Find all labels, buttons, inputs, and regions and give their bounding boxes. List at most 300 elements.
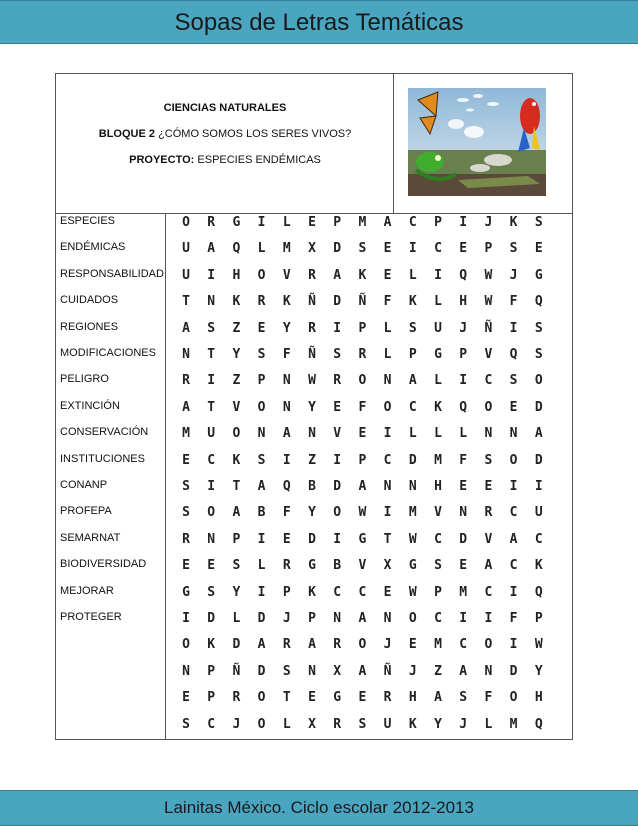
grid-letter: S [534, 320, 543, 336]
grid-letter: I [509, 637, 518, 653]
grid-letter: K [308, 584, 316, 600]
grid-letter: R [182, 531, 190, 547]
grid-letter: S [509, 241, 518, 257]
grid-letter: G [534, 267, 543, 283]
word-list-item: PROTEGER [60, 611, 122, 623]
grid-letter: S [207, 584, 216, 600]
word-list-item: REGIONES [60, 320, 119, 333]
grid-letter: O [509, 690, 518, 706]
grid-letter: U [207, 426, 216, 442]
grid-letter: O [408, 611, 417, 626]
grid-letter: O [257, 716, 266, 732]
grid-letter: N [207, 294, 216, 310]
grid-letter: O [509, 452, 518, 468]
grid-letter: Q [534, 716, 543, 732]
word-list-item: EXTINCIÓN [60, 399, 120, 412]
grid-letter: W [484, 267, 493, 283]
grid-letter: Q [232, 241, 241, 257]
subject-label: CIENCIAS NATURALES [163, 102, 287, 114]
grid-letter: Z [308, 452, 316, 468]
grid-letter: S [534, 215, 543, 230]
grid-letter: R [232, 690, 241, 706]
grid-letter: I [459, 215, 468, 230]
grid-letter: Z [232, 373, 241, 389]
grid-letter: I [333, 531, 342, 547]
grid-letter: D [534, 452, 543, 468]
grid-letter: M [434, 637, 442, 653]
title-banner [0, 0, 638, 44]
grid-letter: I [459, 611, 468, 626]
grid-letter: W [534, 637, 543, 653]
grid-letter: F [509, 294, 518, 310]
grid-letter: N [182, 347, 190, 362]
grid-letter: A [257, 479, 266, 494]
grid-letter: Y [232, 584, 241, 600]
grid-letter: I [383, 426, 392, 442]
grid-letter: A [182, 399, 190, 415]
grid-letter: E [308, 690, 316, 706]
grid-letter: C [207, 452, 216, 468]
grid-letter: O [333, 505, 342, 521]
grid-letter: F [282, 347, 291, 362]
grid-letter: K [408, 716, 417, 732]
grid-letter: S [534, 347, 543, 362]
word-list-item: PELIGRO [60, 373, 109, 386]
grid-letter: J [509, 267, 518, 283]
grid-letter: E [358, 690, 367, 706]
grid-letter: P [358, 320, 367, 336]
grid-letter: Ñ [308, 294, 316, 310]
grid-letter: E [308, 215, 316, 230]
grid-letter: V [434, 505, 442, 521]
project-text: ESPECIES ENDÉMICAS [197, 154, 321, 166]
word-list-item: PROFEPA [60, 505, 112, 518]
grid-letter: R [182, 373, 190, 389]
grid-letter: O [182, 637, 190, 653]
grid-letter: E [484, 479, 493, 494]
grid-letter: F [509, 611, 518, 626]
grid-letter: L [408, 267, 417, 283]
grid-letter: I [207, 479, 216, 494]
grid-letter: A [182, 320, 190, 336]
block-text: ¿CÓMO SOMOS LOS SERES VIVOS? [158, 128, 352, 140]
grid-letter: P [207, 663, 216, 679]
word-list-item: ESPECIES [60, 215, 116, 227]
grid-letter: D [459, 531, 468, 547]
grid-letter: S [358, 716, 367, 732]
grid-letter: A [459, 663, 468, 679]
grid-letter: O [358, 373, 367, 389]
word-list-item: CONANP [60, 479, 108, 491]
grid-letter: I [459, 373, 468, 389]
grid-letter: W [408, 584, 417, 600]
grid-letter: R [308, 320, 316, 336]
grid-letter: A [207, 241, 216, 257]
grid-letter: L [459, 426, 468, 442]
grid-letter: S [282, 663, 291, 679]
grid-letter: S [182, 716, 190, 732]
grid-letter: Ñ [358, 294, 367, 310]
grid-letter: O [484, 399, 493, 415]
grid-letter: S [484, 452, 493, 468]
grid-letter: K [232, 294, 241, 310]
grid-letter: I [207, 373, 216, 389]
grid-letter: A [232, 505, 241, 521]
grid-letter: Z [232, 320, 241, 336]
grid-letter: C [434, 611, 442, 626]
grid-letter: N [408, 479, 417, 494]
grid-letter: M [282, 241, 291, 257]
grid-letter: Z [434, 663, 442, 679]
grid-letter: V [282, 267, 291, 283]
grid-letter: C [484, 373, 493, 389]
footer-text: Lainitas México. Ciclo escolar 2012-2013 [164, 798, 474, 817]
grid-letter: A [434, 690, 442, 706]
grid-letter: X [383, 558, 392, 574]
grid-letter: H [434, 479, 442, 494]
grid-letter: J [282, 611, 291, 626]
grid-letter: A [257, 637, 266, 653]
grid-letter: D [308, 531, 316, 547]
grid-letter: D [257, 663, 266, 679]
grid-letter: N [383, 611, 392, 626]
block-label: BLOQUE 2 [98, 128, 155, 140]
grid-letter: U [182, 267, 190, 283]
grid-letter: J [408, 663, 417, 679]
page-title: Sopas de Letras Temáticas [174, 9, 464, 36]
grid-letter: D [509, 663, 518, 679]
grid-letter: E [333, 399, 342, 415]
grid-letter: I [333, 452, 342, 468]
grid-letter: O [484, 637, 493, 653]
grid-letter: D [333, 479, 342, 494]
grid-letter: P [484, 241, 493, 257]
grid-letter: N [182, 663, 190, 679]
grid-letter: O [257, 267, 266, 283]
grid-letter: I [484, 611, 493, 626]
grid-letter: G [333, 690, 342, 706]
word-list-item: CUIDADOS [60, 294, 119, 307]
grid-letter: A [383, 215, 392, 230]
grid-letter: H [408, 690, 417, 706]
grid-letter: C [207, 716, 216, 732]
grid-letter: C [434, 531, 442, 547]
grid-letter: T [383, 531, 392, 547]
grid-letter: B [308, 479, 316, 494]
grid-letter: J [383, 637, 392, 653]
grid-letter: L [383, 347, 392, 362]
grid-letter: R [358, 347, 367, 362]
word-list-item: INSTITUCIONES [60, 452, 145, 465]
grid-letter: A [282, 426, 291, 442]
grid-letter: K [358, 267, 367, 283]
grid-letter: N [207, 531, 216, 547]
grid-letter: E [459, 479, 468, 494]
grid-letter: H [459, 294, 468, 310]
word-list-item: MODIFICACIONES [60, 347, 156, 359]
word-list [56, 214, 166, 739]
grid-letter: P [308, 611, 316, 626]
grid-letter: U [383, 716, 392, 732]
grid-letter: E [207, 558, 216, 574]
grid-letter: E [383, 241, 392, 257]
grid-letter: L [383, 320, 392, 336]
grid-letter: V [358, 558, 367, 574]
grid-letter: O [534, 373, 543, 389]
grid-letter: G [308, 558, 316, 574]
grid-letter: L [257, 558, 266, 574]
grid-letter: R [257, 294, 266, 310]
grid-letter: S [358, 241, 367, 257]
grid-letter: R [333, 373, 342, 389]
grid-letter: A [308, 637, 316, 653]
grid-letter: L [434, 373, 442, 389]
grid-letter: A [408, 373, 417, 389]
grid-letter: E [282, 531, 291, 547]
grid-letter: K [434, 399, 442, 415]
grid-letter: E [534, 241, 543, 257]
grid-letter: P [358, 452, 367, 468]
grid-letter: N [509, 426, 518, 442]
word-list-item: RESPONSABILIDAD [60, 267, 164, 280]
grid-letter: N [484, 426, 493, 442]
grid-letter: E [383, 267, 392, 283]
grid-letter: P [333, 215, 342, 230]
grid-letter: M [459, 584, 468, 600]
grid-letter: D [333, 241, 342, 257]
grid-letter: I [509, 584, 518, 600]
grid-letter: Y [534, 663, 543, 679]
grid-letter: S [182, 479, 190, 494]
grid-letter: R [333, 716, 342, 732]
grid-letter: S [232, 558, 241, 574]
grid-letter: P [434, 215, 442, 230]
grid-letter: F [358, 399, 367, 415]
grid-letter: T [282, 690, 291, 706]
grid-letter: K [282, 294, 291, 310]
grid-letter: M [434, 452, 442, 468]
grid-letter: N [383, 479, 392, 494]
grid-letter: V [484, 347, 493, 362]
grid-letter: R [383, 690, 392, 706]
grid-letter: N [333, 611, 342, 626]
grid-letter: K [232, 452, 241, 468]
grid-letter: E [459, 558, 468, 574]
grid-letter: G [408, 558, 417, 574]
grid-letter: V [232, 399, 241, 415]
grid-letter: X [333, 663, 342, 679]
grid-letter: K [207, 637, 216, 653]
grid-letter: O [358, 637, 367, 653]
grid-letter: E [408, 637, 417, 653]
grid-letter: M [408, 505, 417, 521]
grid-letter: Q [459, 399, 468, 415]
grid-letter: G [232, 215, 241, 230]
grid-letter: S [182, 505, 190, 521]
grid-letter: L [257, 241, 266, 257]
grid-letter: N [282, 399, 291, 415]
grid-letter: W [358, 505, 367, 521]
grid-letter: S [408, 320, 417, 336]
grid-letter: A [358, 663, 367, 679]
grid-letter: U [534, 505, 543, 521]
grid-letter: I [509, 320, 518, 336]
grid-letter: R [282, 637, 291, 653]
grid-letter: U [182, 241, 190, 257]
word-list-item: MEJORAR [60, 584, 114, 597]
grid-letter: R [308, 267, 316, 283]
grid-letter: E [182, 452, 190, 468]
grid-letter: D [333, 294, 342, 310]
grid-letter: N [459, 505, 468, 521]
grid-letter: I [383, 505, 392, 521]
grid-letter: C [408, 399, 417, 415]
grid-letter: F [459, 452, 468, 468]
grid-letter: J [459, 716, 468, 732]
grid-letter: I [257, 531, 266, 547]
word-list-item: SEMARNAT [60, 531, 121, 544]
grid-letter: Ñ [308, 347, 316, 362]
grid-letter: H [534, 690, 543, 706]
grid-letter: Y [232, 347, 241, 362]
grid-letter: G [434, 347, 442, 362]
grid-letter: Ñ [484, 320, 493, 336]
grid-letter: R [484, 505, 493, 521]
grid-letter: R [282, 558, 291, 574]
grid-letter: Q [534, 584, 543, 600]
grid-letter: P [434, 584, 442, 600]
grid-letter: A [534, 426, 543, 442]
footer-banner [0, 790, 638, 826]
grid-letter: I [257, 215, 266, 230]
grid-letter: S [434, 558, 442, 574]
grid-letter: Y [308, 399, 316, 415]
grid-letter: L [282, 215, 291, 230]
grid-letter: S [333, 347, 342, 362]
grid-letter: O [182, 215, 190, 230]
grid-letter: Y [308, 505, 316, 521]
grid-letter: K [408, 294, 417, 310]
grid-letter: I [509, 479, 518, 494]
grid-letter: P [232, 531, 241, 547]
grid-letter: P [257, 373, 266, 389]
grid-letter: M [358, 215, 367, 230]
grid-letter: S [459, 690, 468, 706]
grid-letter: W [308, 373, 316, 389]
grid-letter: J [484, 215, 493, 230]
block-line [56, 128, 394, 140]
grid-letter: P [408, 347, 417, 362]
grid-letter: H [232, 267, 241, 283]
grid-letter: L [282, 716, 291, 732]
grid-letter: U [434, 320, 442, 336]
word-list-item: BIODIVERSIDAD [60, 558, 147, 571]
grid-letter: S [509, 373, 518, 389]
grid-letter: T [182, 294, 190, 310]
grid-letter: P [534, 611, 543, 626]
grid-letter: I [434, 267, 442, 283]
grid-letter: O [257, 690, 266, 706]
grid-letter: X [308, 716, 316, 732]
grid-letter: L [232, 611, 241, 626]
grid-letter: F [282, 505, 291, 521]
grid-letter: Q [282, 479, 291, 494]
grid-letter: E [459, 241, 468, 257]
grid-letter: D [534, 399, 543, 415]
project-line [56, 154, 394, 166]
grid-letter: C [408, 215, 417, 230]
grid-letter: E [257, 320, 266, 336]
grid-letter: O [383, 399, 392, 415]
grid-letter: J [459, 320, 468, 336]
grid-letter: N [308, 663, 316, 679]
project-label: PROYECTO: [129, 154, 195, 166]
grid-letter: C [358, 584, 367, 600]
grid-letter: B [333, 558, 342, 574]
grid-letter: S [207, 320, 216, 336]
grid-letter: R [333, 637, 342, 653]
grid-letter: E [509, 399, 518, 415]
grid-letter: T [232, 479, 241, 494]
grid-letter: P [282, 584, 291, 600]
grid-letter: J [232, 716, 241, 732]
grid-letter: K [509, 215, 518, 230]
grid-letter: C [509, 558, 518, 574]
grid-letter: D [232, 637, 241, 653]
grid-letter: L [484, 716, 493, 732]
grid-letter: C [509, 505, 518, 521]
grid-letter: A [358, 611, 367, 626]
grid-letter: P [207, 690, 216, 706]
grid-letter: A [509, 531, 518, 547]
grid-letter: L [434, 294, 442, 310]
grid-letter: Ñ [383, 663, 392, 679]
grid-letter: Y [282, 320, 291, 336]
word-list-item: CONSERVACIÓN [60, 426, 149, 439]
grid-letter: M [509, 716, 518, 732]
grid-letter: Q [534, 294, 543, 310]
grid-letter: O [207, 505, 216, 521]
grid-letter: N [308, 426, 316, 442]
grid-letter: O [257, 399, 266, 415]
worksheet [55, 73, 573, 740]
grid-letter: I [408, 241, 417, 257]
grid-letter: T [207, 347, 216, 362]
grid-letter: E [383, 584, 392, 600]
grid-letter: L [434, 426, 442, 442]
grid-letter: W [408, 531, 417, 547]
grid-letter: F [383, 294, 392, 310]
grid-letter: W [484, 294, 493, 310]
grid-letter: I [534, 479, 543, 494]
grid-letter: N [484, 663, 493, 679]
letter-grid [166, 214, 572, 739]
grid-letter: D [207, 611, 216, 626]
grid-letter: C [534, 531, 543, 547]
grid-letter: E [358, 426, 367, 442]
grid-letter: E [182, 558, 190, 574]
grid-letter: N [257, 426, 266, 442]
grid-letter: T [207, 399, 216, 415]
grid-letter: C [333, 584, 342, 600]
grid-letter: D [257, 611, 266, 626]
grid-letter: A [358, 479, 367, 494]
grid-letter: Q [459, 267, 468, 283]
grid-letter: S [257, 452, 266, 468]
grid-letter: I [182, 611, 190, 626]
image-panel [394, 74, 572, 214]
grid-letter: V [484, 531, 493, 547]
